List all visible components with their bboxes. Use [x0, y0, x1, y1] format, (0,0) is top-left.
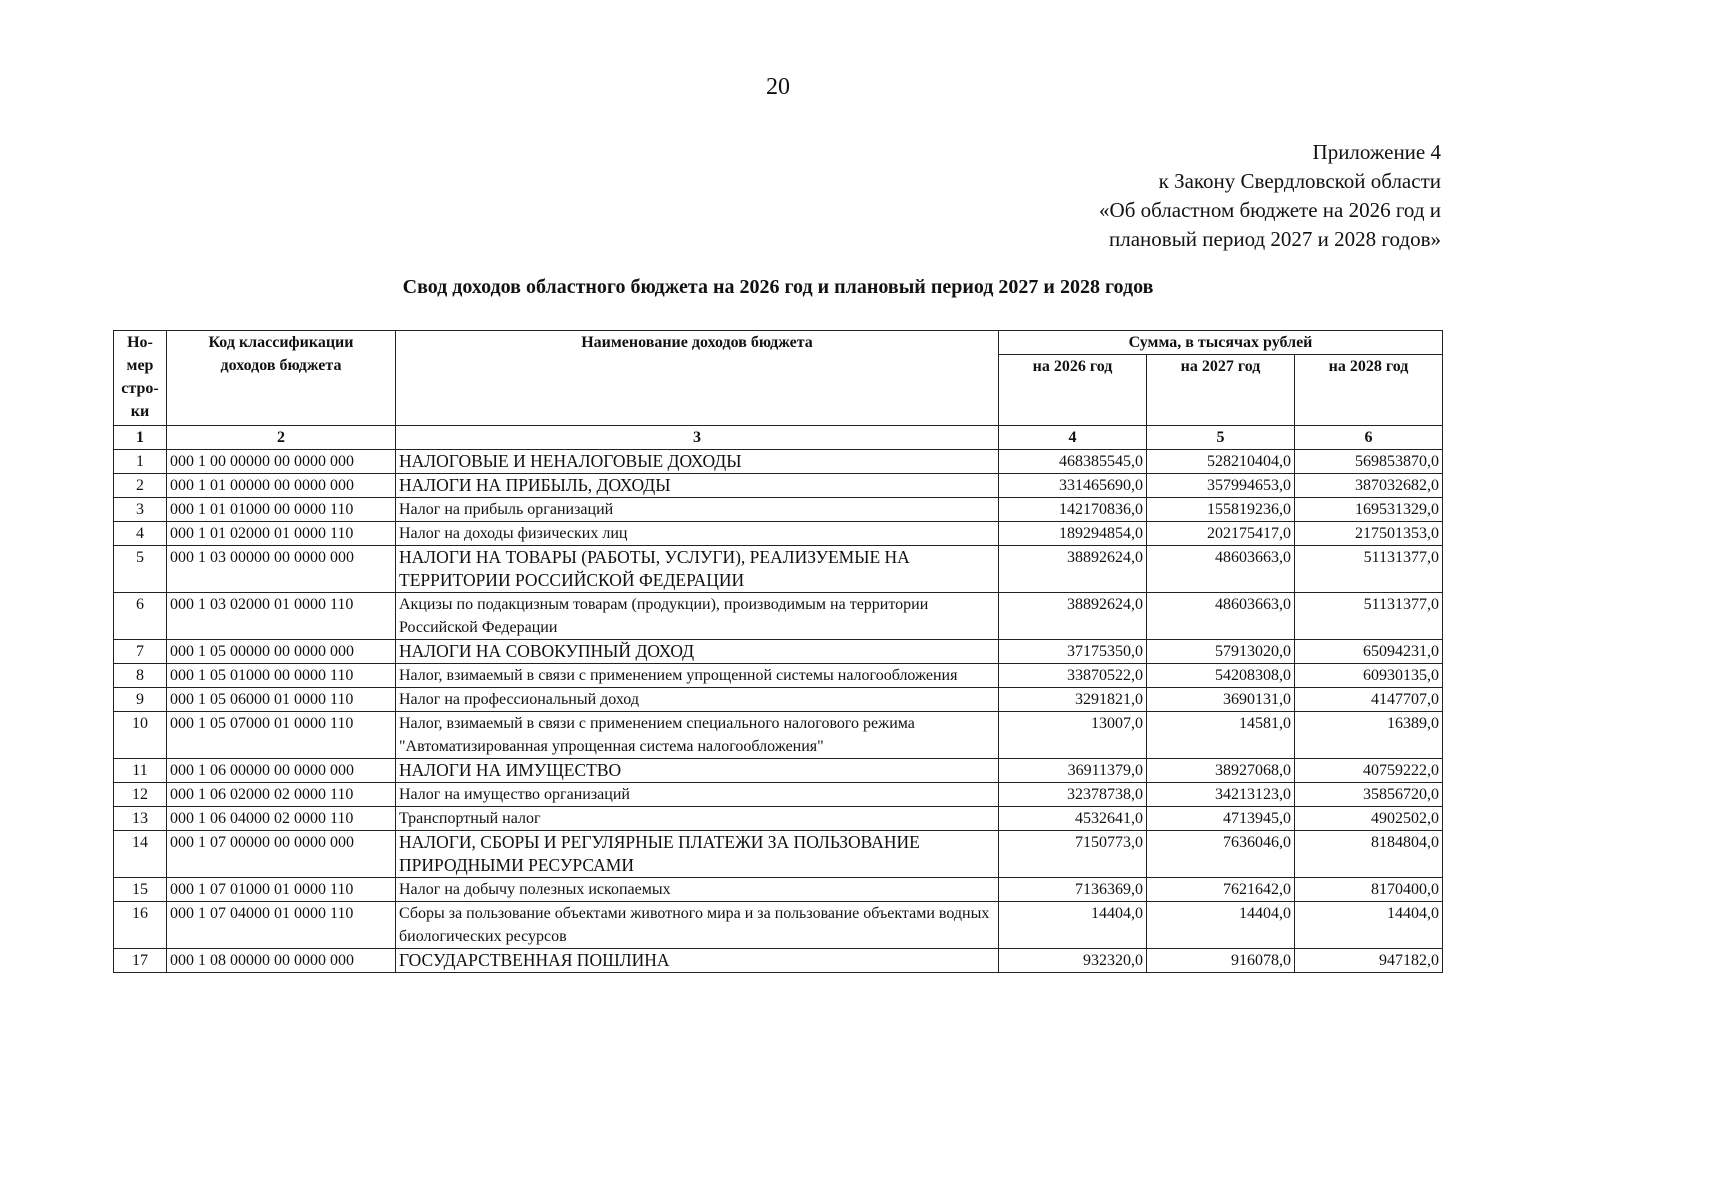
income-name-cell: Налог на имущество организаций: [396, 783, 999, 807]
amount-2027-cell: 3690131,0: [1147, 688, 1295, 712]
appendix-line: плановый период 2027 и 2028 годов»: [1109, 227, 1441, 251]
column-number: 6: [1295, 426, 1443, 450]
classification-code-cell: 000 1 01 02000 01 0000 110: [167, 522, 396, 546]
classification-code-cell: 000 1 03 02000 01 0000 110: [167, 593, 396, 640]
table-row: [114, 640, 1443, 664]
income-name-cell: Налог, взимаемый в связи с применением упрощенной системы налогообложения: [396, 664, 999, 688]
table-row: [114, 949, 1443, 973]
column-number: 4: [999, 426, 1147, 450]
income-name-cell: Налог на доходы физических лиц: [396, 522, 999, 546]
row-number-cell: 16: [114, 902, 167, 949]
income-name-cell: НАЛОГИ НА СОВОКУПНЫЙ ДОХОД: [396, 640, 999, 664]
amount-2026-cell: 3291821,0: [999, 688, 1147, 712]
row-number-cell: 17: [114, 949, 167, 973]
header-row-number: Но- мер стро- ки: [114, 331, 167, 426]
income-name-cell: Акцизы по подакцизным товарам (продукции), производимым на территории Российской Федерации: [396, 593, 999, 640]
amount-2026-cell: 142170836,0: [999, 498, 1147, 522]
page-number: 20: [766, 74, 790, 100]
row-number-cell: 5: [114, 546, 167, 593]
amount-2028-cell: 387032682,0: [1295, 474, 1443, 498]
table-row: [114, 902, 1443, 949]
table-row: [114, 593, 1443, 640]
table-row: [114, 664, 1443, 688]
classification-code-cell: 000 1 01 01000 00 0000 110: [167, 498, 396, 522]
appendix-line: к Закону Свердловской области: [1158, 169, 1441, 193]
amount-2026-cell: 33870522,0: [999, 664, 1147, 688]
classification-code-cell: 000 1 06 00000 00 0000 000: [167, 759, 396, 783]
row-number-cell: 8: [114, 664, 167, 688]
classification-code-cell: 000 1 01 00000 00 0000 000: [167, 474, 396, 498]
amount-2028-cell: 40759222,0: [1295, 759, 1443, 783]
income-name-cell: Транспортный налог: [396, 807, 999, 831]
amount-2028-cell: 4902502,0: [1295, 807, 1443, 831]
header-year-2027: на 2027 год: [1147, 355, 1295, 426]
header-year-2026: на 2026 год: [999, 355, 1147, 426]
amount-2027-cell: 54208308,0: [1147, 664, 1295, 688]
amount-2028-cell: 35856720,0: [1295, 783, 1443, 807]
row-number-cell: 15: [114, 878, 167, 902]
amount-2026-cell: 7150773,0: [999, 831, 1147, 878]
amount-2027-cell: 14404,0: [1147, 902, 1295, 949]
amount-2028-cell: 217501353,0: [1295, 522, 1443, 546]
table-row: [114, 688, 1443, 712]
income-name-cell: НАЛОГИ НА ТОВАРЫ (РАБОТЫ, УСЛУГИ), РЕАЛИЗУЕМЫЕ НА ТЕРРИТОРИИ РОССИЙСКОЙ ФЕДЕРАЦИИ: [396, 546, 999, 593]
amount-2026-cell: 331465690,0: [999, 474, 1147, 498]
amount-2027-cell: 34213123,0: [1147, 783, 1295, 807]
header-year-2028: на 2028 год: [1295, 355, 1443, 426]
amount-2027-cell: 48603663,0: [1147, 546, 1295, 593]
classification-code-cell: 000 1 07 00000 00 0000 000: [167, 831, 396, 878]
table-row: [114, 831, 1443, 878]
income-name-cell: Налог на профессиональный доход: [396, 688, 999, 712]
classification-code-cell: 000 1 00 00000 00 0000 000: [167, 450, 396, 474]
amount-2028-cell: 8170400,0: [1295, 878, 1443, 902]
amount-2027-cell: 528210404,0: [1147, 450, 1295, 474]
amount-2027-cell: 7636046,0: [1147, 831, 1295, 878]
amount-2026-cell: 38892624,0: [999, 593, 1147, 640]
classification-code-cell: 000 1 07 01000 01 0000 110: [167, 878, 396, 902]
amount-2027-cell: 57913020,0: [1147, 640, 1295, 664]
amount-2026-cell: 14404,0: [999, 902, 1147, 949]
amount-2027-cell: 202175417,0: [1147, 522, 1295, 546]
row-number-cell: 9: [114, 688, 167, 712]
amount-2027-cell: 14581,0: [1147, 712, 1295, 759]
amount-2026-cell: 37175350,0: [999, 640, 1147, 664]
amount-2026-cell: 4532641,0: [999, 807, 1147, 831]
row-number-cell: 10: [114, 712, 167, 759]
classification-code-cell: 000 1 05 00000 00 0000 000: [167, 640, 396, 664]
amount-2028-cell: 169531329,0: [1295, 498, 1443, 522]
amount-2028-cell: 8184804,0: [1295, 831, 1443, 878]
amount-2026-cell: 468385545,0: [999, 450, 1147, 474]
amount-2028-cell: 16389,0: [1295, 712, 1443, 759]
amount-2028-cell: 51131377,0: [1295, 546, 1443, 593]
amount-2026-cell: 189294854,0: [999, 522, 1147, 546]
amount-2027-cell: 48603663,0: [1147, 593, 1295, 640]
table-body: [114, 450, 1443, 973]
row-number-cell: 6: [114, 593, 167, 640]
table-row: [114, 807, 1443, 831]
row-number-cell: 14: [114, 831, 167, 878]
document-title: Свод доходов областного бюджета на 2026 год и плановый период 2027 и 2028 годов: [402, 276, 1154, 298]
column-number: 2: [167, 426, 396, 450]
appendix-note: [1099, 138, 1441, 254]
amount-2027-cell: 916078,0: [1147, 949, 1295, 973]
amount-2028-cell: 947182,0: [1295, 949, 1443, 973]
row-number-cell: 2: [114, 474, 167, 498]
row-number-cell: 1: [114, 450, 167, 474]
table-row: [114, 498, 1443, 522]
amount-2026-cell: 13007,0: [999, 712, 1147, 759]
classification-code-cell: 000 1 06 02000 02 0000 110: [167, 783, 396, 807]
classification-code-cell: 000 1 06 04000 02 0000 110: [167, 807, 396, 831]
table-row: [114, 546, 1443, 593]
income-name-cell: Налог на добычу полезных ископаемых: [396, 878, 999, 902]
income-name-cell: ГОСУДАРСТВЕННАЯ ПОШЛИНА: [396, 949, 999, 973]
column-number: 3: [396, 426, 999, 450]
header-code: Код классификации доходов бюджета: [167, 331, 396, 426]
income-name-cell: НАЛОГОВЫЕ И НЕНАЛОГОВЫЕ ДОХОДЫ: [396, 450, 999, 474]
appendix-line: «Об областном бюджете на 2026 год и: [1099, 198, 1441, 222]
row-number-cell: 7: [114, 640, 167, 664]
income-name-cell: Сборы за пользование объектами животного мира и за пользование объектами водных биологических ресурсов: [396, 902, 999, 949]
column-number: 1: [114, 426, 167, 450]
amount-2028-cell: 4147707,0: [1295, 688, 1443, 712]
table-row: [114, 759, 1443, 783]
classification-code-cell: 000 1 03 00000 00 0000 000: [167, 546, 396, 593]
column-number: 5: [1147, 426, 1295, 450]
income-name-cell: Налог, взимаемый в связи с применением специального налогового режима "Автоматизированная упрощенная система налогообложения": [396, 712, 999, 759]
amount-2028-cell: 14404,0: [1295, 902, 1443, 949]
amount-2028-cell: 569853870,0: [1295, 450, 1443, 474]
classification-code-cell: 000 1 08 00000 00 0000 000: [167, 949, 396, 973]
amount-2027-cell: 7621642,0: [1147, 878, 1295, 902]
row-number-cell: 12: [114, 783, 167, 807]
header-name: Наименование доходов бюджета: [396, 331, 999, 426]
amount-2026-cell: 38892624,0: [999, 546, 1147, 593]
income-name-cell: Налог на прибыль организаций: [396, 498, 999, 522]
amount-2026-cell: 7136369,0: [999, 878, 1147, 902]
appendix-line: Приложение 4: [1312, 140, 1441, 164]
amount-2028-cell: 60930135,0: [1295, 664, 1443, 688]
row-number-cell: 4: [114, 522, 167, 546]
amount-2026-cell: 932320,0: [999, 949, 1147, 973]
amount-2028-cell: 51131377,0: [1295, 593, 1443, 640]
amount-2027-cell: 357994653,0: [1147, 474, 1295, 498]
table-row: [114, 522, 1443, 546]
amount-2027-cell: 4713945,0: [1147, 807, 1295, 831]
amount-2026-cell: 32378738,0: [999, 783, 1147, 807]
table-row: [114, 450, 1443, 474]
classification-code-cell: 000 1 05 07000 01 0000 110: [167, 712, 396, 759]
budget-income-table: [113, 330, 1443, 973]
table-row: [114, 474, 1443, 498]
row-number-cell: 3: [114, 498, 167, 522]
row-number-cell: 11: [114, 759, 167, 783]
income-name-cell: НАЛОГИ НА ПРИБЫЛЬ, ДОХОДЫ: [396, 474, 999, 498]
classification-code-cell: 000 1 05 01000 00 0000 110: [167, 664, 396, 688]
amount-2026-cell: 36911379,0: [999, 759, 1147, 783]
row-number-cell: 13: [114, 807, 167, 831]
classification-code-cell: 000 1 05 06000 01 0000 110: [167, 688, 396, 712]
classification-code-cell: 000 1 07 04000 01 0000 110: [167, 902, 396, 949]
amount-2028-cell: 65094231,0: [1295, 640, 1443, 664]
amount-2027-cell: 38927068,0: [1147, 759, 1295, 783]
table-row: [114, 878, 1443, 902]
income-name-cell: НАЛОГИ, СБОРЫ И РЕГУЛЯРНЫЕ ПЛАТЕЖИ ЗА ПОЛЬЗОВАНИЕ ПРИРОДНЫМИ РЕСУРСАМИ: [396, 831, 999, 878]
header-sum: Сумма, в тысячах рублей: [999, 331, 1443, 355]
amount-2027-cell: 155819236,0: [1147, 498, 1295, 522]
table-row: [114, 783, 1443, 807]
table-row: [114, 712, 1443, 759]
income-name-cell: НАЛОГИ НА ИМУЩЕСТВО: [396, 759, 999, 783]
